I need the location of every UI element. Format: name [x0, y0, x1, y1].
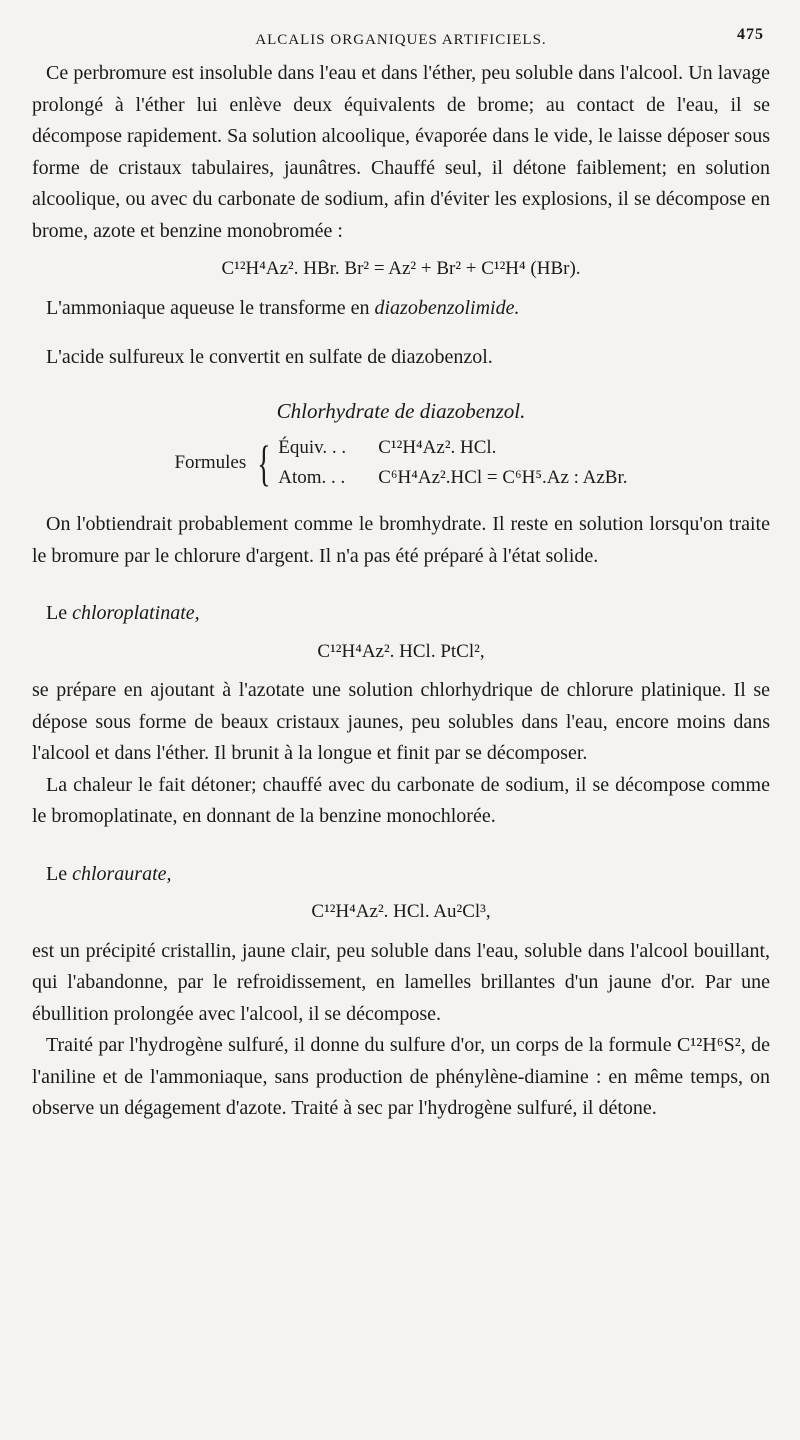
paragraph-prepare: se prépare en ajoutant à l'azotate une solution chlorhydrique de chlorure platinique. Il se dépose sous forme de beaux cristaux jaunes, peu solubles dans l'eau, encore moins dans l'alcool et dans l'éther. Il brunit à la longue et finit par se décomposer.: [32, 679, 770, 764]
formule-equiv-value: C¹²H⁴Az². HCl.: [378, 437, 497, 458]
paragraph-perbromure: Ce perbromure est insoluble dans l'eau et dans l'éther, peu soluble dans l'alcool. Un lavage prolongé à l'éther lui enlève deux équivalents de brome; au contact de l'eau, il se décompose rapidement. Sa solution alcoolique, évaporée dans le vide, le laisse déposer sous forme de cristaux tabulaires, jaunâtres. Chauffé seul, il détone faiblement; en solution alcoolique, ou avec du carbonate de sodium, afin d'éviter les explosions, il se décompose en brome, azote et benzine monobromée :: [32, 62, 770, 242]
equation-decomposition: C¹²H⁴Az². HBr. Br² = Az² + Br² + C¹²H⁴ (HBr).: [221, 258, 581, 279]
header-title: ALCALIS ORGANIQUES ARTIFICIELS.: [255, 32, 547, 48]
term-chloroplatinate: chloroplatinate,: [72, 602, 200, 624]
formules-block: [32, 433, 770, 493]
section-heading-chlorhydrate: Chlorhydrate de diazobenzol.: [276, 398, 526, 423]
paragraph-chloroplatinate-intro: [32, 598, 770, 630]
formule-equiv-label: Équiv. . .: [278, 437, 347, 458]
paragraph-hydrogene-sulfure: Traité par l'hydrogène sulfuré, il donne du sulfure d'or, un corps de la formule C¹²H⁶S², de l'aniline et de l'ammoniaque, sans production de phénylène-diamine : en même temps, on observe un dégagement d'azote. Traité à sec par l'hydrogène sulfuré, il détone.: [32, 1034, 770, 1119]
paragraph-chaleur: La chaleur le fait détoner; chauffé avec du carbonate de sodium, il se décompose comme le bromoplatinate, en donnant de la benzine monochlorée.: [32, 773, 770, 827]
page-number: 475: [737, 26, 764, 43]
formule-atom-value: C⁶H⁴Az².HCl = C⁶H⁵.Az : AzBr.: [378, 467, 628, 488]
equation-chloroplatinate: C¹²H⁴Az². HCl. PtCl²,: [317, 640, 485, 662]
text-ammoniaque: L'ammoniaque aqueuse le transforme en: [46, 296, 375, 319]
formule-atom-label: Atom. . .: [278, 467, 346, 488]
body-text: [32, 58, 770, 1125]
text-le: Le: [46, 602, 73, 624]
formule-equiv-row: [278, 433, 627, 463]
term-diazobenzolimide: diazobenzolimide.: [374, 296, 520, 319]
paragraph-ammoniaque: [32, 293, 770, 325]
paragraph-precipite: est un précipité cristallin, jaune clair, peu soluble dans l'eau, soluble dans l'alcool bouillant, qui l'abandonne, par le refroidissement, en lamelles brillantes d'un jaune d'or. Par une ébullition prolongée avec l'alcool, il se décompose.: [32, 939, 770, 1025]
equation-chloraurate: C¹²H⁴Az². HCl. Au²Cl³,: [311, 901, 491, 922]
paragraph-obtiendrait: On l'obtiendrait probablement comme le bromhydrate. Il reste en solution lorsqu'on traite le bromure par le chlorure d'argent. Il n'a pas été préparé à l'état solide.: [32, 513, 770, 567]
brace-glyph: {: [257, 435, 271, 491]
term-chloraurate: chloraurate,: [72, 862, 172, 885]
paragraph-chloraurate-intro: [32, 859, 770, 891]
text-le-2: Le: [46, 862, 73, 885]
formule-atom-row: [278, 463, 627, 493]
formules-label: Formules: [174, 452, 247, 474]
running-header: [32, 26, 770, 58]
paragraph-acide-sulfureux: L'acide sulfureux le convertit en sulfate de diazobenzol.: [46, 346, 493, 368]
